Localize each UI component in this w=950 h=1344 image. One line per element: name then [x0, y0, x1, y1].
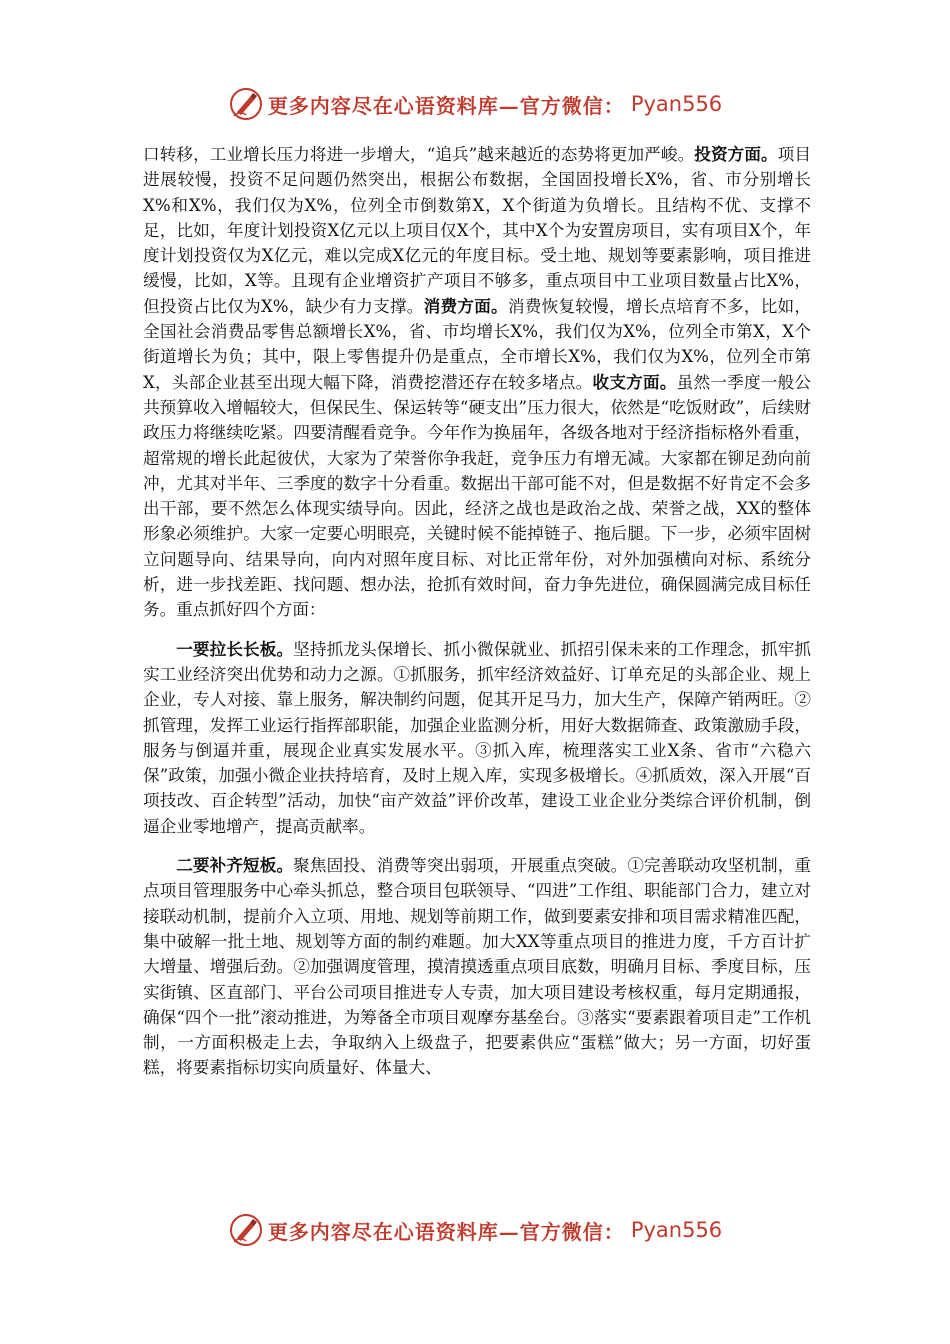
paragraph — [143, 853, 811, 1081]
banner-wechat-id: Pyan556 — [630, 92, 723, 116]
text-run: 坚持抓龙头保增长、抓小微保就业、抓招引保未来的工作理念，抓牢抓实工业经济突出优势和动力之源。①抓服务，抓牢经济效益好、订单充足的头部企业、规上企业，专人对接、靠上服务，解决制约问题，促其开足马力，加大生产，保障产销两旺。②抓管理，发挥工业运行指挥部职能，加强企业监测分析，用好大数据筛查、政策激励手段，服务与倒逼并重，展现企业真实发展水平。③抓入库，梳理落实工业X条、省市“六稳六保”政策，加强小微企业扶持培育，及时上规入库，实现多极增长。④抓质效，深入开展“百项技改、百企转型”活动，加快“亩产效益”评价改革，建设工业企业分类综合评价机制，倒逼企业零地增产，提高贡献率。 — [143, 639, 812, 836]
section-heading-investment: 投资方面。 — [694, 144, 778, 164]
pen-logo-icon — [228, 1212, 264, 1248]
header-watermark-banner — [0, 82, 950, 126]
section-heading-short-board: 二要补齐短板。 — [176, 855, 294, 876]
pen-logo-icon — [228, 86, 264, 122]
text-run: 聚焦固投、消费等突出弱项，开展重点突破。①完善联动攻坚机制，重点项目管理服务中心牵头抓总，整合项目包联领导、“四进”工作组、职能部门合力，建立对接联动机制，提前介入立项、用地、规划等前期工作，做到要素安排和项目需求精准匹配，集中破解一批土地、规划等方面的制约难题。加大XX等重点项目的推进力度，千方百计扩大增量、增强后劲。②加强调度管理，摸清摸透重点项目底数，明确月目标、季度目标，压实街镇、区直部门、平台公司项目推进专人专责，加大项目建设考核权重，每月定期通报，确保“四个一批”滚动推进，为筹备全市项目观摩夯基垒台。③落实“要素跟着项目走”工作机制，一方面积极走上去，争取纳入上级盘子，把要素供应“蛋糕”做大；另一方面，切好蛋糕，将要素指标切实向质量好、体量大、 — [143, 856, 812, 1078]
text-run: 消费恢复较慢，增长点培育不多，比如，全国社会消费品零售总额增长X%，省、市均增长X%，我们仅为X%，位列全市第X，X个街道增长为负；其中，限上零售提升仍是重点，全市增长X%，我们仅为X%，位列全市第X，头部企业甚至出现大幅下降，消费挖潜还存在较多堵点。 — [143, 296, 811, 392]
banner-text: 更多内容尽在心语资料库—官方微信： — [267, 93, 625, 118]
banner-text: 更多内容尽在心语资料库—官方微信： — [267, 1219, 625, 1244]
footer-watermark-banner — [0, 1208, 950, 1252]
document-body — [143, 142, 811, 1081]
banner-wechat-id: Pyan556 — [630, 1218, 723, 1242]
text-run: 项目进展较慢，投资不足问题仍然突出，根据公布数据，全国固投增长X%，省、市分别增长X%和X%，我们仅为X%，位列全市倒数第X，X个街道为负增长。且结构不优、支撑不足，比如，年度计划投资X亿元以上项目仅X个，其中X个为安置房项目，实有项目X个，年度计划投资仅为X亿元，难以完成X亿元的年度目标。受土地、规划等要素影响，项目推进缓慢，比如，X等。且现有企业增资扩产项目不够多，重点项目中工业项目数量占比X%，但投资占比仅为X%，缺少有力支撑。 — [143, 145, 812, 316]
text-run: 虽然一季度一般公共预算收入增幅较大，但保民生、保运转等“硬支出”压力很大，依然是“吃饭财政”，后续财政压力将继续吃紧。四要清醒看竞争。今年作为换届年，各级各地对于经济指标格外看重，超常规的增长此起彼伏，大家为了荣誉你争我赶，竞争压力有增无减。大家都在铆足劲向前冲，尤其对半年、三季度的数字十分看重。数据出干部可能不对，但是数据不好肯定不会多出干部，要不然怎么体现实绩导向。因此，经济之战也是政治之战、荣誉之战，XX的整体形象必须维护。大家一定要心明眼亮，关键时候不能掉链子、拖后腿。下一步，必须牢固树立问题导向、结果导向，向内对照年度目标、对比正常年份，对外加强横向对标、系统分析，进一步找差距、找问题、想办法，抢抓有效时间，奋力争先进位，确保圆满完成目标任务。重点抓好四个方面： — [143, 372, 812, 620]
paragraph — [143, 637, 811, 839]
section-heading-revenue: 收支方面。 — [592, 371, 677, 392]
section-heading-consumption: 消费方面。 — [423, 295, 508, 316]
paragraph — [143, 142, 811, 623]
section-heading-long-board: 一要拉长长板。 — [176, 638, 294, 659]
text-run: 口转移，工业增长压力将进一步增大，“追兵”越来越近的态势将更加严峻。 — [143, 145, 695, 164]
